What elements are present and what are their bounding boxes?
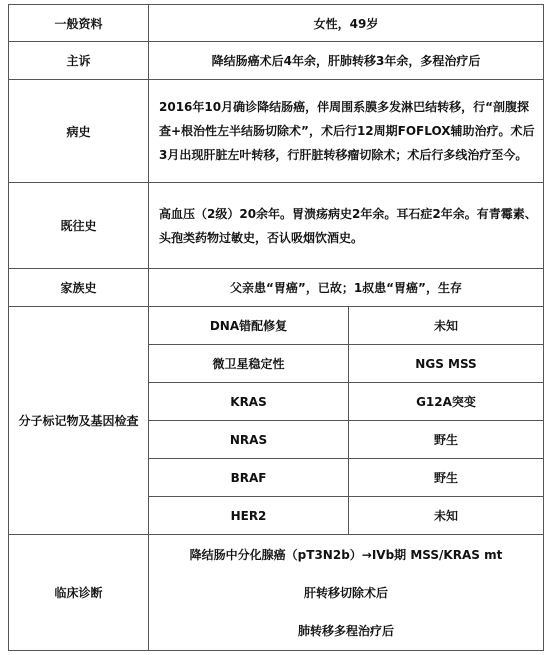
row-family bbox=[9, 269, 544, 307]
label-diagnosis: 临床诊断 bbox=[9, 535, 149, 651]
molecular-row bbox=[149, 497, 543, 535]
value-history: 2016年10月确诊降结肠癌，伴周围系膜多发淋巴结转移，行“剖腹探查+根治性左半结肠切除术”，术后行12周期FOFLOX辅助治疗。术后3月出现肝脏左叶转移，行肝脏转移瘤切除术；术后行多线治疗至今。 bbox=[149, 80, 544, 183]
molecular-name: HER2 bbox=[149, 497, 349, 535]
diagnosis-line: 肝转移切除术后 bbox=[303, 585, 388, 600]
molecular-name: NRAS bbox=[149, 421, 349, 459]
diagnosis-line: 降结肠中分化腺癌（pT3N2b）→IVb期 MSS/KRAS mt bbox=[189, 547, 503, 562]
molecular-name: KRAS bbox=[149, 383, 349, 421]
row-past bbox=[9, 183, 544, 269]
diagnosis-line: 肺转移多程治疗后 bbox=[297, 623, 394, 638]
value-past: 高血压（2级）20余年。胃溃疡病史2年余。耳石症2年余。有青霉素、头孢类药物过敏史，否认吸烟饮酒史。 bbox=[149, 183, 544, 269]
molecular-result: 未知 bbox=[433, 509, 458, 523]
molecular-row bbox=[149, 345, 543, 383]
label-family: 家族史 bbox=[9, 269, 149, 307]
row-diagnosis bbox=[9, 535, 544, 651]
value-family: 父亲患“胃癌”，已故；1叔患“胃癌”，生存 bbox=[149, 269, 544, 307]
molecular-result: NGS MSS bbox=[349, 345, 544, 383]
label-history: 病史 bbox=[9, 80, 149, 183]
molecular-result: 野生 bbox=[349, 459, 544, 497]
label-molecular: 分子标记物及基因检查 bbox=[9, 307, 149, 535]
molecular-name: DNA错配修复 bbox=[149, 307, 349, 345]
molecular-row bbox=[149, 307, 543, 345]
diagnosis-cell bbox=[149, 535, 544, 651]
label-complaint: 主诉 bbox=[9, 42, 149, 80]
molecular-table bbox=[149, 307, 543, 534]
molecular-name: BRAF bbox=[149, 459, 349, 497]
label-past: 既往史 bbox=[9, 183, 149, 269]
value-complaint: 降结肠癌术后4年余，肝肺转移3年余，多程治疗后 bbox=[149, 42, 544, 80]
value-general: 女性，49岁 bbox=[149, 5, 544, 42]
molecular-row bbox=[149, 459, 543, 497]
molecular-result: 未知 bbox=[349, 307, 544, 345]
row-general bbox=[9, 5, 544, 42]
molecular-name: 微卫星稳定性 bbox=[149, 345, 349, 383]
row-complaint bbox=[9, 42, 544, 80]
molecular-result: 野生 bbox=[349, 421, 544, 459]
molecular-row bbox=[149, 421, 543, 459]
row-history bbox=[9, 80, 544, 183]
molecular-result: G12A突变 bbox=[349, 383, 544, 421]
molecular-row bbox=[149, 383, 543, 421]
case-summary-table bbox=[8, 4, 544, 651]
row-molecular bbox=[9, 307, 544, 535]
molecular-cell bbox=[149, 307, 544, 535]
label-general: 一般资料 bbox=[9, 5, 149, 42]
